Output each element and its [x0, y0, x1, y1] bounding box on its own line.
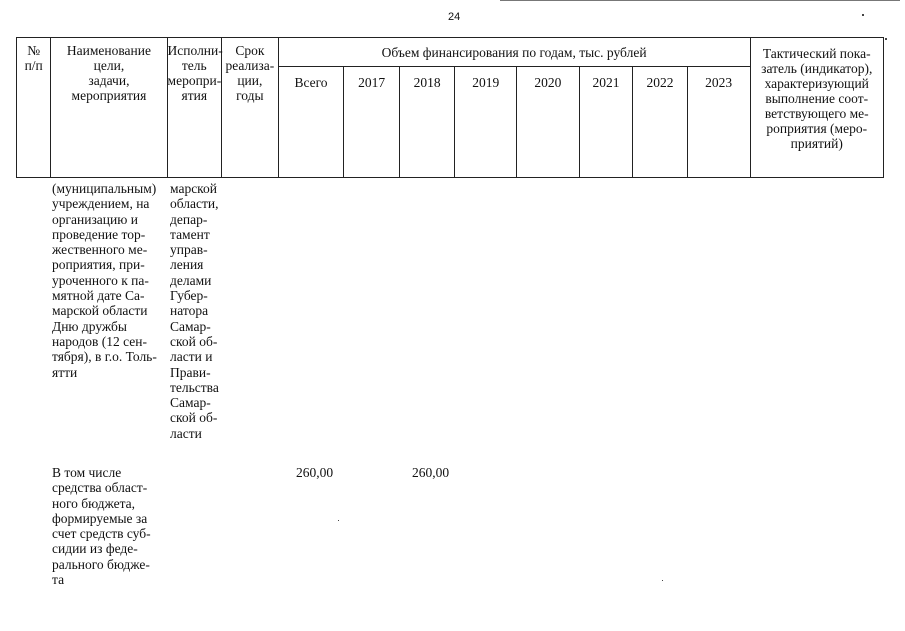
header-num-text: № п/п: [24, 43, 43, 73]
header-year-text: 2019: [472, 75, 500, 90]
header-year-2023: [687, 67, 750, 178]
header-year-text: 2023: [705, 75, 733, 90]
header-financing-text: Объем финансирования по годам, тыс. рублей: [381, 45, 647, 60]
header-year-text: 2020: [534, 75, 562, 90]
header-financing: [278, 38, 750, 67]
header-year-text: 2022: [646, 75, 674, 90]
row1-executor-cell: марской области, депар- тамент управ- ления делами Губер- натора Самар- ской об- ласти и Прави- тельства Самар- ской об- ласти: [170, 181, 219, 441]
header-year-text: 2021: [592, 75, 620, 90]
scan-speck: [662, 580, 663, 581]
scan-speck: [862, 14, 864, 16]
header-executor-text: Исполни- тель меропри- ятия: [167, 43, 223, 103]
header-year-text: 2018: [413, 75, 441, 90]
row2-name-cell: В том числе средства област- ного бюджета, формируемые за счет средств суб- сидии из феде- рального бюдже- та: [52, 465, 151, 588]
header-year-2017: [344, 67, 400, 178]
scan-speck: [338, 520, 339, 521]
header-term: [222, 38, 279, 178]
row2-2018-value: 260,00: [412, 465, 450, 480]
header-year-text: 2017: [358, 75, 386, 90]
header-year-2021: [579, 67, 633, 178]
row2-total-value: 260,00: [296, 465, 334, 480]
financing-table-header: [16, 37, 884, 178]
header-term-text: Срок реализа- ции, годы: [225, 43, 275, 103]
header-indicator: [750, 38, 883, 178]
header-indicator-text: Тактический пока- затель (индикатор), характеризующий выполнение соот- ветствующего ме- роприятия (меро- приятий): [761, 46, 873, 151]
scan-speck: [885, 38, 887, 40]
header-year-2020: [517, 67, 580, 178]
header-num: [17, 38, 51, 178]
header-name-text: Наименование цели, задачи, мероприятия: [66, 43, 151, 103]
header-total-text: Всего: [294, 75, 328, 90]
header-name: [51, 38, 167, 178]
header-total: [278, 67, 344, 178]
header-year-2022: [633, 67, 688, 178]
header-executor: [167, 38, 222, 178]
header-year-2018: [399, 67, 455, 178]
header-year-2019: [455, 67, 517, 178]
page-number: 24: [448, 11, 461, 23]
scan-edge-line: [500, 0, 900, 1]
row1-name-cell: (муниципальным) учреждением, на организацию и проведение тор- жественного ме- роприятия, при- уроченного к па- мятной дате Са- марской области Дню дружбы народов (12 сен- тября), в г.о. Толь- ятти: [52, 181, 157, 380]
